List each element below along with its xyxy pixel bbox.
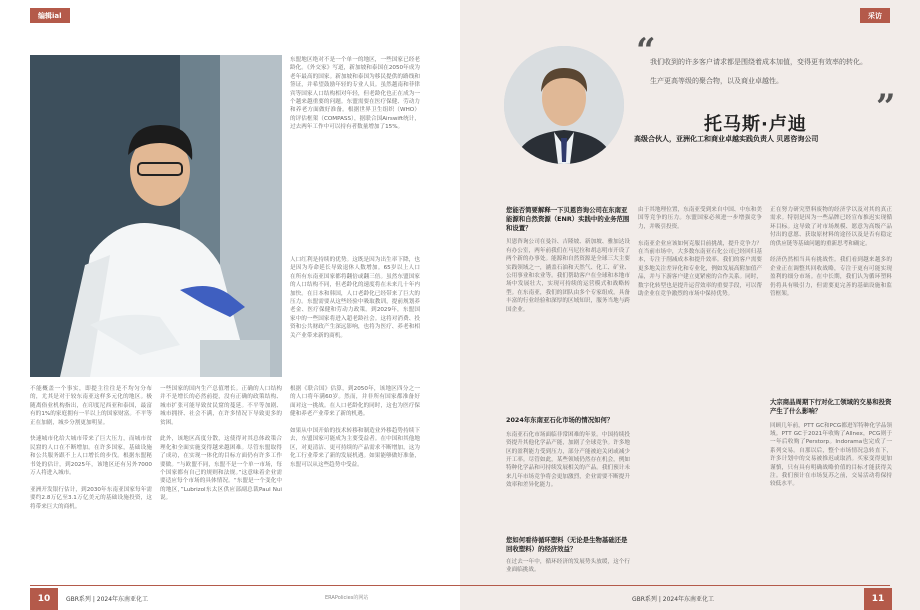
quote-open-icon: “ <box>636 31 656 71</box>
footer-series: GBR系列 | 2024年东南亚化工 <box>632 596 715 603</box>
article-column-1: 不能概盖一个事实，即提主往往是不均匀分布的，尤其是对于较东南亚这样多元化的地区。极随离俗业机构指出，在印度尼西亚和泰国，最富有的1%的家庭拥有一半以上的国家财富。不平等正在加剧，城乡分割更加明显。 快速城市化给大城市带来了巨大压力，而城市贫民窟的人口在不断增加。在许多国家，基础设施和公共服务跟不上人口增长的步伐。根据东盟秘书处的估计，到2025年，该地区还有另外7000万人将进入城市。 亚洲开发银行估计，到2030年东南亚国家每年需要约2.8万亿至3.1万亿美元的基础设施投资，这将带来巨大的商机。 <box>30 386 152 510</box>
pull-quote <box>650 56 890 88</box>
article-column-top: 东盟地区绝对不是一个单一的地区，一些国家已经老龄化。《外交家》写道，新加坡和泰国在2050年成为老年最高的国家。新加坡和泰国为移民提供的路线和签证，并希望鼓励年轻的专业人员。虽然越南和菲律宾等国家人口结构相对年轻，但老龄化也正在成为一个越来越重要的问题。东盟需要在医疗保健、劳动力和养老方面做好准备。根据世界卫生组织（WHO）的评估框架（COMPASS），据联合国Airswift统计，过去两年工作中可以持有者数量增加了15%。 <box>290 57 420 131</box>
lab-researcher-illustration <box>30 55 282 377</box>
pull-quote-line-2: 生产更高等级的聚合物，以及商业卓越性。 <box>650 77 783 85</box>
interview-column-1c <box>506 536 630 574</box>
question-3: 您如何看待循环塑料（无论是生物基础还是回收塑料）的经济效益？ <box>506 536 628 553</box>
person-title: 高级合伙人，亚洲化工和商业卓越实践负责人 贝恩咨询公司 <box>634 135 819 143</box>
answer-4: 回顾几年前，PTT GC和PCG都进军特种化学品领域。PTT GC于2021年收购了Allnex，PCG则于一年后收购了Perstorp。Indorama也完成了一系列交易。自那以后，整个市场情况急转直下，许多计划中的交易被推迟或取消。买家变得更加谨慎，只有具有明确战略价值的目标才能获得关注。我们预计在市场复苏之前，交易活动将保持较低水平。 <box>770 422 892 488</box>
portrait-photo <box>504 46 624 164</box>
interview-column-2: 由于其地理位置，东南亚受到来自中国、中东和美国等竞争的压力。东盟国家必须进一步增强竞争力，并吸引投资。 东南亚企业应该如何克服目前挑战，提升竞争力？在当前市场中，大多数东南亚石化公司已经回归基本，专注于削减成本和提升效率。我们的客户需要更多地关注差异化和专业化，例如发展高附加值产品，并与下游客户建立更紧密的合作关系。同时，数字化转型也是提升运营效率的重要手段，可以帮助企业在竞争激烈的市场中保持优势。 <box>638 207 762 298</box>
article-column-middle: 人口红利是持续的优势。这既是因为出生率下降，也是因为寿命延长导致退休人数增加。65岁以上人口在所有东南亚国家都将翻倍或翻三倍。虽然东盟国家的人口结构不同，但老龄化的速度将在未来几十年内加快。在日本和韩国，人口老龄化已经带来了巨大的压力。东盟需要从这些经验中吸取教训，提前规划养老金、医疗保健和劳动力政策。到2029年，东盟国家中的一些国家将进入超老龄社会。这将对消费、投资和公共财政产生深远影响，也将为医疗、养老和相关产业带来新的商机。 <box>290 257 420 339</box>
answer-2: 东南亚石化市场面临非常困难的年景。中国持续投资提升其他化学品产能，加剧了全球竞争。许多地区的盈利能力受到压力，部分产能被迫关闭或减少开工率。尽管如此，某些领域仍然存在机会，例如特种化学品和可持续发展相关的产品。我们预计未来几年市场竞争将会更加激烈，企业需要不断提升效率和差异化能力。 <box>506 431 630 489</box>
question-4: 大宗商品周期下行对化工领域的交易和投资产生了什么影响？ <box>770 398 892 415</box>
section-tab: 编辑ial <box>30 8 70 23</box>
interview-column-1 <box>506 206 630 314</box>
article-column-2: 一些国家的国内生产总值增长。正确的人口结构并不是增长的必然前提，没有正确的政策结构、城市扩张可能导致贫民窟的蔓延。不平等加剧、城市拥挤、社会不满，在许多情况下导致更多的贫困。 此外，该地区高度分散，这使得对其总体政策合理化和全面实施变得越来越困难。尽管东盟取得了成功，在实现一体化的目标方面仍有许多工作要做。“与欧盟不同，东盟不是一个单一市场，每个国家都有自己的规则和法规。”这意味着企业需要适应每个市场的具体情况。“东盟是一个变化中的地区，”Lubrizol东太区供应部副总裁Paul Nui说。 <box>160 386 282 502</box>
answer-3: 在过去一年中，循环经济的发展势头放缓，这个行业面临挑战。 <box>506 558 630 573</box>
interview-column-3b <box>770 398 892 489</box>
interview-column-3: 正在努力研究塑料废物的经济学以及对其的真正需求。特别是因为一些品牌已经宣布推迟实现循环目标。这导致了对市场规模、愿意为高级产品付出的意愿、获取原材料的途径以及是否有稳定的供应链等基础问题的重新思考和确定。 经济仍然相当具有挑战性。我们看到越来越多的企业正在调整其回收战略，专注于更有可能实现盈利的细分市场。在中长期，我们认为循环塑料仍将具有吸引力，但需要更完善的基础设施和监管框架。 <box>770 207 892 298</box>
page-number: 11 <box>864 588 892 610</box>
footer-series: GBR系列 | 2024年东南亚化工 <box>66 596 149 603</box>
lab-researcher-photo <box>30 55 282 377</box>
quote-close-icon: ” <box>876 87 896 127</box>
person-name: 托马斯·卢迪 <box>704 114 807 135</box>
interview-column-1b <box>506 416 630 490</box>
portrait-illustration <box>504 46 624 164</box>
footer-divider <box>460 585 890 586</box>
question-1: 您能否简要解释一下贝恩咨询公司在东南亚能源和自然资源（ENR）实践中的业务范围和设置？ <box>506 206 630 232</box>
article-column-3: 根据《联合国》估算，到2050年，该地区四分之一的人口将年满60岁。然而，并非所有国家都准备好面对这一挑战。在人口老龄化的同时，这也为医疗保健和养老产业带来了新的机遇。 如果从中国开始的技术转移和制造业外移趋势持续下去，东盟国家可能成为主要受益者。在中国和其他地区，对更清洁、更可持续的产品需求不断增加，这为化工行业带来了新的发展机遇。如果能够做好准备，东盟可以从这些趋势中受益。 <box>290 386 420 468</box>
footer-divider <box>30 585 460 586</box>
footer-source: ERAPolicies的网站 <box>325 595 369 601</box>
page-number: 10 <box>30 588 58 610</box>
right-page <box>460 0 920 610</box>
section-tab: 采访 <box>860 8 890 23</box>
answer-1: 贝恩咨询公司在曼谷、吉隆坡、新加坡、雅加达设有办公室，两年前我们在马尼拉和胡志明市开设了两个新的办事处。能源和自然资源是全球三大主要实践领域之一，涵盖石油和天然气、化工、矿业、公用事业和农业等。我们帮助客户在全球和本地市场中发展壮大，实现可持续的运营模式和战略转型。在东南亚，我们的团队由多个专家组成，具备丰富的行业经验和深厚的区域知识，服务当地与跨国企业。 <box>506 239 630 313</box>
question-2: 2024年东南亚石化市场的情况如何？ <box>506 416 614 424</box>
pull-quote-line-1: 我们收到的许多客户请求都是围绕着成本加值，变得更有效率的转化。 <box>650 58 867 66</box>
